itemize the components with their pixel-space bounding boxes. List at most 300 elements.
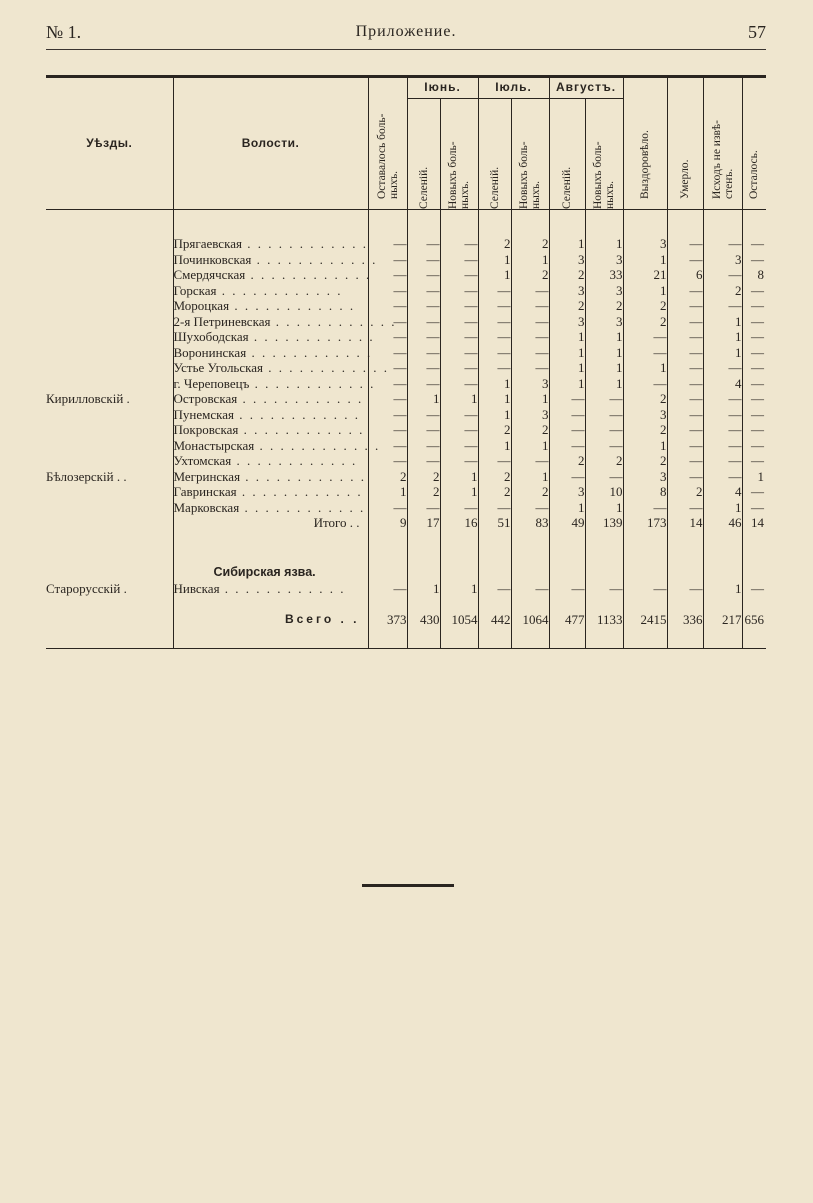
value-cell: 14: [742, 515, 766, 531]
value-cell: —: [703, 298, 742, 314]
value-cell: 1: [703, 581, 742, 597]
value-cell: 49: [549, 515, 585, 531]
value-cell: 1: [623, 438, 667, 454]
value-cell: —: [549, 469, 585, 485]
district-cell: [46, 500, 173, 516]
value-cell: 3: [511, 407, 549, 423]
value-cell: —: [667, 314, 703, 330]
value-cell: —: [511, 345, 549, 361]
district-cell: [46, 422, 173, 438]
value-cell: 442: [478, 596, 511, 644]
value-cell: 1133: [585, 596, 623, 644]
value-cell: 14: [667, 515, 703, 531]
value-cell: —: [511, 314, 549, 330]
value-cell: —: [407, 314, 440, 330]
value-cell: —: [742, 453, 766, 469]
value-cell: —: [703, 267, 742, 283]
value-cell: —: [440, 314, 478, 330]
page-title: Приложение.: [355, 23, 457, 40]
value-cell: 1: [585, 500, 623, 516]
district-cell: [46, 345, 173, 361]
value-cell: 1: [407, 581, 440, 597]
header-july-settlements: Селеній.: [478, 99, 511, 210]
value-cell: —: [511, 360, 549, 376]
grand-total-row: [46, 596, 766, 644]
value-cell: —: [667, 500, 703, 516]
table-row: [46, 422, 766, 438]
page-number: 57: [748, 22, 766, 42]
value-cell: —: [368, 376, 407, 392]
value-cell: 6: [667, 267, 703, 283]
table-row: [46, 391, 766, 407]
value-cell: 2: [703, 283, 742, 299]
value-cell: —: [407, 438, 440, 454]
value-cell: —: [511, 500, 549, 516]
value-cell: —: [368, 581, 407, 597]
volost-cell: Воронинская . . . . . . . . . . . .: [173, 344, 373, 360]
table-row: [46, 407, 766, 423]
value-cell: 2: [549, 298, 585, 314]
leader-dots: . . . . . . . . . . . .: [270, 313, 397, 329]
leader-dots: . . . . . . . . . . . .: [263, 360, 389, 375]
value-cell: —: [440, 298, 478, 314]
value-cell: 2: [407, 484, 440, 500]
leader-dots: . . . . . . . . . . . .: [241, 236, 368, 251]
value-cell: —: [623, 376, 667, 392]
volost-cell: Смердячская . . . . . . . . . . . .: [173, 267, 372, 282]
value-cell: —: [585, 422, 623, 438]
value-cell: 656: [742, 596, 766, 644]
table-row: [46, 329, 766, 345]
value-cell: —: [549, 581, 585, 597]
value-cell: 3: [623, 407, 667, 423]
leader-dots: . . . . . . . . . . . .: [249, 375, 376, 391]
district-cell: [46, 283, 173, 299]
value-cell: 3: [585, 252, 623, 268]
value-cell: 2: [478, 484, 511, 500]
value-cell: —: [549, 438, 585, 454]
table-row: [46, 345, 766, 361]
value-cell: —: [585, 407, 623, 423]
value-cell: —: [440, 422, 478, 438]
value-cell: —: [511, 581, 549, 597]
value-cell: 1: [585, 329, 623, 345]
value-cell: —: [667, 469, 703, 485]
value-cell: 2: [407, 469, 440, 485]
value-cell: —: [703, 236, 742, 252]
value-cell: 1: [440, 391, 478, 407]
volost-cell: Мороцкая . . . . . . . . . . . .: [173, 298, 368, 314]
volost-cell: Покровская . . . . . . . . . . . .: [173, 422, 368, 438]
value-cell: 2: [667, 484, 703, 500]
header-july-new: Новыхъ боль- ныхъ.: [511, 99, 549, 210]
value-cell: —: [585, 391, 623, 407]
value-cell: —: [703, 438, 742, 454]
issue-number: № 1.: [46, 22, 82, 42]
value-cell: 1: [623, 252, 667, 268]
value-cell: 2: [478, 236, 511, 252]
district-cell: [46, 267, 173, 283]
value-cell: —: [407, 267, 440, 283]
value-cell: —: [667, 581, 703, 597]
value-cell: —: [742, 298, 766, 314]
value-cell: 1: [440, 581, 478, 597]
value-cell: 1: [440, 484, 478, 500]
district-cell: [46, 453, 173, 469]
leader-dots: . . . . . . . . . . . .: [240, 468, 367, 484]
section-title: Сибирская язва.: [173, 531, 368, 581]
district-cell: [46, 236, 173, 252]
value-cell: —: [368, 252, 407, 268]
district-cell: [46, 515, 173, 531]
value-cell: —: [407, 236, 440, 252]
value-cell: 1: [511, 391, 549, 407]
value-cell: 373: [368, 596, 407, 644]
header-june-new: Новыхъ боль- ныхъ.: [440, 99, 478, 210]
value-cell: —: [368, 283, 407, 299]
value-cell: 1: [478, 391, 511, 407]
volost-cell: Марковская . . . . . . . . . . . .: [173, 500, 368, 516]
leader-dots: . . . . . . . . . . . .: [248, 329, 375, 344]
value-cell: —: [478, 360, 511, 376]
value-cell: —: [407, 376, 440, 392]
value-cell: 1: [703, 500, 742, 516]
value-cell: —: [478, 298, 511, 314]
table-row: [46, 252, 766, 268]
value-cell: 51: [478, 515, 511, 531]
value-cell: 3: [549, 314, 585, 330]
header-unknown: Исходъ не извѣ- стенъ.: [703, 77, 742, 210]
value-cell: —: [407, 407, 440, 423]
end-rule: [362, 884, 454, 887]
value-cell: 83: [511, 515, 549, 531]
value-cell: —: [667, 438, 703, 454]
value-cell: —: [585, 469, 623, 485]
table-row: [46, 236, 766, 252]
value-cell: —: [478, 500, 511, 516]
value-cell: —: [623, 581, 667, 597]
value-cell: 1: [703, 314, 742, 330]
value-cell: —: [511, 283, 549, 299]
value-cell: —: [478, 345, 511, 361]
value-cell: —: [585, 438, 623, 454]
anthrax-row: [46, 581, 766, 597]
value-cell: 2: [511, 236, 549, 252]
value-cell: —: [742, 376, 766, 392]
value-cell: 1: [478, 267, 511, 283]
value-cell: 33: [585, 267, 623, 283]
value-cell: 173: [623, 515, 667, 531]
value-cell: 1: [585, 360, 623, 376]
volost-cell: 2-я Петриневская . . . . . . . . . . . .: [173, 313, 397, 329]
value-cell: 2: [623, 298, 667, 314]
district-cell: [46, 314, 173, 330]
value-cell: 2: [549, 267, 585, 283]
value-cell: —: [667, 236, 703, 252]
value-cell: 2: [623, 391, 667, 407]
value-cell: —: [667, 329, 703, 345]
value-cell: —: [549, 422, 585, 438]
header-volost: Волости.: [173, 77, 368, 210]
table-row: [46, 453, 766, 469]
value-cell: —: [440, 438, 478, 454]
volost-cell: Шухободская . . . . . . . . . . . .: [173, 329, 375, 344]
value-cell: 336: [667, 596, 703, 644]
value-cell: 3: [549, 484, 585, 500]
value-cell: —: [440, 360, 478, 376]
value-cell: —: [368, 360, 407, 376]
value-cell: —: [703, 360, 742, 376]
leader-dots: . . . . . . . . . . . .: [216, 282, 343, 298]
header-august-settlements: Селеній.: [549, 99, 585, 210]
volost-cell: Горская . . . . . . . . . . . .: [173, 283, 368, 299]
value-cell: 139: [585, 515, 623, 531]
leader-dots: . . . . . . . . . . . .: [245, 267, 372, 282]
leader-dots: . . . . . . . . . . . .: [233, 406, 360, 422]
value-cell: 3: [623, 236, 667, 252]
volost-cell: Нивская . . . . . . . . . . . .: [173, 581, 368, 597]
value-cell: 3: [549, 252, 585, 268]
value-cell: —: [667, 376, 703, 392]
district-cell: Старорусскій .: [46, 580, 127, 596]
district-cell: [46, 252, 173, 268]
value-cell: —: [742, 236, 766, 252]
value-cell: —: [623, 500, 667, 516]
district-cell: [46, 298, 173, 314]
value-cell: —: [667, 360, 703, 376]
district-cell: [46, 596, 173, 644]
value-cell: —: [407, 422, 440, 438]
table-row: [46, 298, 766, 314]
value-cell: —: [440, 252, 478, 268]
value-cell: —: [623, 329, 667, 345]
leader-dots: . . . . . . . . . . . .: [238, 422, 365, 437]
value-cell: —: [742, 283, 766, 299]
bottom-rule: [46, 644, 766, 649]
value-cell: 4: [703, 484, 742, 500]
volost-cell: Гавринская . . . . . . . . . . . .: [173, 484, 368, 500]
value-cell: 1: [511, 469, 549, 485]
value-cell: —: [440, 500, 478, 516]
value-cell: 1: [742, 469, 766, 485]
value-cell: 16: [440, 515, 478, 531]
value-cell: —: [742, 500, 766, 516]
value-cell: 2: [623, 314, 667, 330]
table-row: [46, 314, 766, 330]
volost-cell: Монастырская . . . . . . . . . . . .: [173, 437, 381, 453]
value-cell: —: [407, 283, 440, 299]
value-cell: 1: [478, 407, 511, 423]
value-cell: —: [407, 298, 440, 314]
leader-dots: . . . . . . . . . . . .: [246, 344, 373, 360]
value-cell: —: [742, 407, 766, 423]
header-district: Уѣзды.: [46, 77, 173, 210]
value-cell: —: [407, 360, 440, 376]
value-cell: —: [440, 407, 478, 423]
value-cell: —: [511, 453, 549, 469]
header-june-settlements: Селеній.: [407, 99, 440, 210]
value-cell: 1: [511, 438, 549, 454]
value-cell: —: [440, 283, 478, 299]
value-cell: —: [440, 329, 478, 345]
value-cell: 3: [549, 283, 585, 299]
value-cell: —: [703, 469, 742, 485]
value-cell: —: [440, 345, 478, 361]
value-cell: —: [368, 438, 407, 454]
value-cell: 2: [585, 298, 623, 314]
volost-cell: Ухтомская . . . . . . . . . . . .: [173, 453, 368, 469]
value-cell: 17: [407, 515, 440, 531]
value-cell: 2415: [623, 596, 667, 644]
leader-dots: . . . . . . . . . . . .: [219, 580, 346, 596]
value-cell: —: [368, 345, 407, 361]
value-cell: —: [742, 422, 766, 438]
leader-dots: . . . . . . . . . . . .: [239, 499, 366, 515]
value-cell: —: [667, 391, 703, 407]
value-cell: 3: [623, 469, 667, 485]
value-cell: —: [368, 267, 407, 283]
value-cell: 21: [623, 267, 667, 283]
table-row: [46, 484, 766, 500]
header-august-new: Новыхъ боль- ныхъ.: [585, 99, 623, 210]
volost-cell: Итого . .: [173, 515, 368, 531]
section-row: [46, 531, 766, 581]
value-cell: 10: [585, 484, 623, 500]
value-cell: 2: [478, 422, 511, 438]
value-cell: 1: [478, 376, 511, 392]
value-cell: —: [703, 407, 742, 423]
value-cell: —: [742, 391, 766, 407]
value-cell: 2: [585, 453, 623, 469]
value-cell: —: [623, 345, 667, 361]
value-cell: 2: [511, 484, 549, 500]
district-cell: [46, 376, 173, 392]
table-row: [46, 438, 766, 454]
value-cell: —: [478, 314, 511, 330]
district-cell: [46, 407, 173, 423]
header-august: Августъ.: [549, 77, 623, 99]
value-cell: —: [368, 236, 407, 252]
district-cell: [46, 329, 173, 345]
value-cell: 1: [549, 329, 585, 345]
volost-cell: Мегринская . . . . . . . . . . . .: [173, 468, 367, 484]
district-cell: Бѣлозерскій . .: [46, 468, 127, 484]
table-row: [46, 469, 766, 485]
value-cell: —: [703, 453, 742, 469]
value-cell: —: [667, 252, 703, 268]
value-cell: —: [742, 345, 766, 361]
value-cell: —: [667, 283, 703, 299]
value-cell: 3: [585, 314, 623, 330]
value-cell: —: [368, 407, 407, 423]
value-cell: 8: [742, 267, 766, 283]
value-cell: —: [511, 329, 549, 345]
value-cell: 1064: [511, 596, 549, 644]
value-cell: —: [742, 484, 766, 500]
header-recovered: Выздоровѣло.: [623, 77, 667, 210]
value-cell: —: [368, 422, 407, 438]
value-cell: —: [478, 329, 511, 345]
value-cell: 217: [703, 596, 742, 644]
value-cell: —: [742, 581, 766, 597]
value-cell: —: [368, 329, 407, 345]
value-cell: 2: [623, 422, 667, 438]
leader-dots: . . . . . . . . . . . .: [251, 251, 378, 267]
value-cell: —: [478, 283, 511, 299]
value-cell: —: [440, 376, 478, 392]
value-cell: 1: [440, 469, 478, 485]
leader-dots: . . . . . . . . . . . .: [254, 437, 381, 453]
value-cell: —: [478, 453, 511, 469]
value-cell: 1: [478, 438, 511, 454]
header-remained: Осталось.: [742, 77, 766, 210]
value-cell: 1: [623, 360, 667, 376]
table-row: [46, 360, 766, 376]
header-june: Іюнь.: [407, 77, 478, 99]
value-cell: 2: [549, 453, 585, 469]
total-row: [46, 515, 766, 531]
value-cell: —: [742, 360, 766, 376]
value-cell: 1: [585, 236, 623, 252]
value-cell: 1: [549, 345, 585, 361]
value-cell: 1: [549, 500, 585, 516]
district-cell: [46, 438, 173, 454]
epidemic-table: [46, 75, 766, 649]
table-row: [46, 283, 766, 299]
value-cell: —: [742, 438, 766, 454]
district-cell: [46, 484, 173, 500]
value-cell: 1: [549, 376, 585, 392]
volost-cell: Пунемская . . . . . . . . . . . .: [173, 407, 368, 423]
value-cell: 3: [703, 252, 742, 268]
value-cell: —: [478, 581, 511, 597]
value-cell: 2: [511, 267, 549, 283]
value-cell: 1: [703, 345, 742, 361]
value-cell: 4: [703, 376, 742, 392]
value-cell: 1: [549, 236, 585, 252]
value-cell: 477: [549, 596, 585, 644]
value-cell: —: [368, 500, 407, 516]
district-cell: [46, 360, 173, 376]
value-cell: —: [703, 391, 742, 407]
page-header: [46, 22, 766, 48]
value-cell: 9: [368, 515, 407, 531]
header-remained-prev: Оставалось боль- ныхъ.: [368, 77, 407, 210]
value-cell: 2: [368, 469, 407, 485]
value-cell: —: [407, 345, 440, 361]
value-cell: —: [407, 453, 440, 469]
value-cell: —: [585, 581, 623, 597]
value-cell: —: [667, 422, 703, 438]
value-cell: —: [742, 252, 766, 268]
value-cell: —: [368, 391, 407, 407]
leader-dots: . . . . . . . . . . . .: [231, 453, 358, 468]
value-cell: —: [703, 422, 742, 438]
value-cell: —: [511, 298, 549, 314]
leader-dots: . . . . . . . . . . . .: [229, 298, 356, 313]
value-cell: 1: [511, 252, 549, 268]
volost-cell: Устье Угольская . . . . . . . . . . . .: [173, 360, 389, 375]
value-cell: —: [440, 267, 478, 283]
leader-dots: . . . . . . . . . . . .: [237, 391, 364, 406]
value-cell: —: [549, 407, 585, 423]
value-cell: 1: [703, 329, 742, 345]
value-cell: —: [407, 500, 440, 516]
value-cell: 8: [623, 484, 667, 500]
leader-dots: . . . . . . . . . . . .: [236, 484, 363, 499]
value-cell: 430: [407, 596, 440, 644]
value-cell: 1054: [440, 596, 478, 644]
